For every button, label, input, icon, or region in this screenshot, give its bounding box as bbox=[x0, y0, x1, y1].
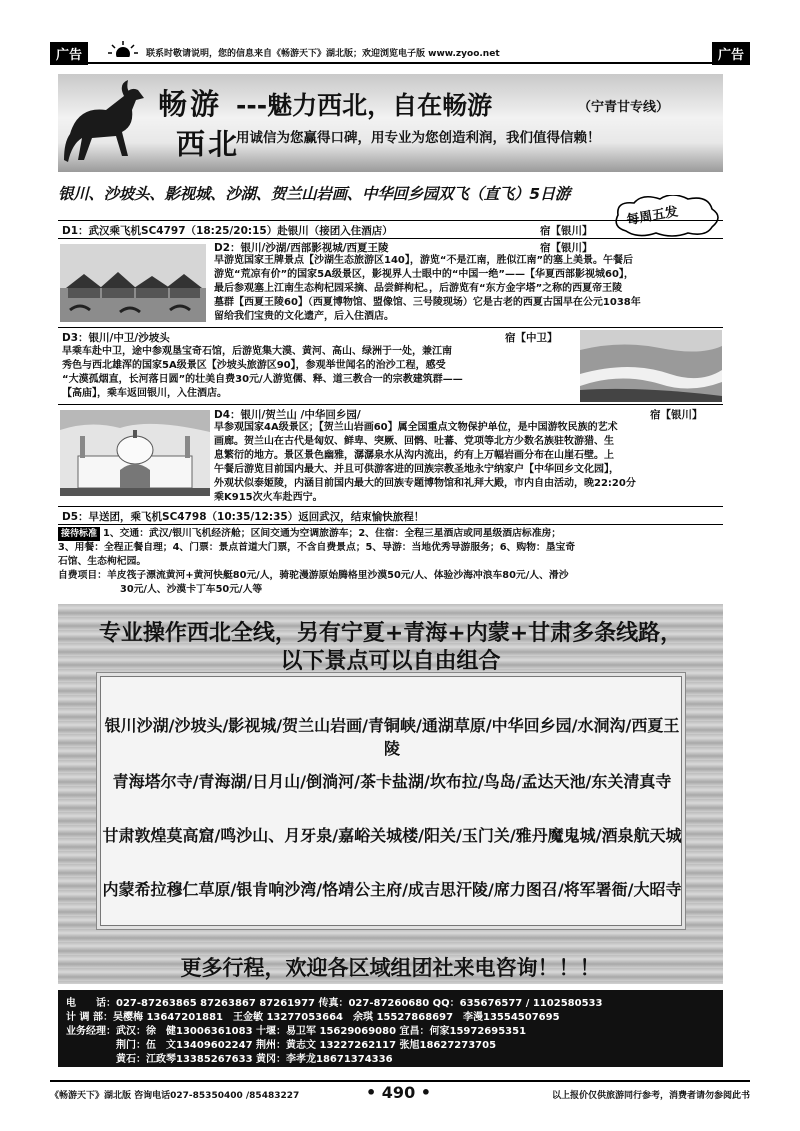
standard-badge: 接待标准 bbox=[58, 527, 100, 541]
mosque-photo bbox=[60, 410, 210, 496]
ad-tag-right: 广告 bbox=[712, 42, 750, 65]
day4-line: 息繁衍的地方。景区景色幽雅，潺潺泉水从沟内流出，约有上万幅岩画分布在山崖石壁。上 bbox=[214, 450, 614, 461]
title-banner bbox=[58, 74, 723, 172]
day2-stay: 宿【银川】 bbox=[540, 242, 593, 254]
divider bbox=[58, 524, 723, 525]
day3-stay: 宿【中卫】 bbox=[505, 332, 558, 344]
contact-panel bbox=[58, 990, 723, 1067]
attractions-ningxia: 银川沙湖/沙坡头/影视城/贺兰山岩画/青铜峡/通湖草原/中华回乡园/水洞沟/西夏王陵 bbox=[104, 716, 680, 758]
horse-icon bbox=[58, 76, 158, 170]
day3-line: 【高庙】，乘车返回银川，入住酒店。 bbox=[62, 388, 227, 399]
calligraphy-2: 西北 bbox=[176, 127, 241, 161]
attractions-gansu: 甘肃敦煌莫高窟/鸣沙山、月牙泉/嘉峪关城楼/阳关/玉门关/雅丹魔鬼城/酒泉航天城 bbox=[102, 826, 682, 845]
page-number: • 490 • bbox=[366, 1083, 431, 1102]
sun-logo-icon bbox=[106, 40, 140, 62]
notes-text: 1、交通：武汉/银川飞机经济舱；区间交通为空调旅游车；2、住宿：全程三星酒店或同星级酒店标准房； bbox=[103, 528, 562, 539]
day4-line: 画廊。贺兰山在古代是匈奴、鲜卑、突厥、回鹘、吐蕃、党项等北方少数名族驻牧游猎、生 bbox=[214, 436, 614, 447]
calligraphy-1: 畅游 bbox=[158, 87, 223, 121]
contact-planners: 计 调 部：吴樱梅 13647201881 王金敏 13277053664 余琪 15527868697 李漫13554507695 bbox=[66, 1012, 560, 1023]
day3-line: 早乘车赴中卫，途中参观垦宝奇石馆，后游览集大漠、黄河、高山、绿洲于一处，兼江南 bbox=[62, 346, 452, 357]
day3-heading: D3：银川/中卫/沙坡头 bbox=[62, 332, 170, 344]
day2-line: 早游览国家王牌景点【沙湖生态旅游区140】，游览“不是江南，胜似江南”的塞上美景。午餐后 bbox=[214, 255, 634, 266]
contact-managers: 黄石：江政琴13385267633 黄冈：李孝龙18671374336 bbox=[66, 1054, 393, 1065]
ad-tag-left: 广告 bbox=[50, 42, 88, 65]
contact-phone: 电 话：027-87263865 87263867 87261977 传真：027-87260680 QQ：635676577 / 1102580533 bbox=[66, 998, 603, 1009]
banner-slogan: 用诚信为您赢得口碑，用专业为您创造利润，我们值得信赖！ bbox=[236, 130, 601, 146]
board-heading-2: 以下景点可以自由组合 bbox=[280, 649, 501, 674]
divider bbox=[58, 506, 723, 507]
day4-line: 乘K915次火车赴西宁。 bbox=[214, 492, 323, 503]
day1-stay: 宿【银川】 bbox=[540, 225, 593, 237]
day4-line: 外观状似泰姬陵，内涵目前国内最大的回族专题博物馆和礼拜大殿，市内自由活动，晚22:20分 bbox=[214, 478, 636, 489]
service-notes bbox=[58, 527, 575, 597]
footer-publication: 《畅游天下》湖北版 咨询电话027-85350400 /85483227 bbox=[50, 1091, 300, 1101]
desert-camp-photo bbox=[60, 244, 206, 322]
day1-heading: D1：武汉乘飞机SC4797（18:25/20:15）赴银川（接团入住酒店） bbox=[62, 225, 393, 237]
notes-line: 自费项目：羊皮筏子漂流黄河+黄河快艇80元/人，骑驼漫游原始腾格里沙漠50元/人、体验沙海冲浪车80元/人、滑沙 bbox=[58, 570, 569, 581]
day2-line: 留给我们宝贵的文化遗产，后入住酒店。 bbox=[214, 311, 394, 322]
contact-managers: 业务经理：武汉：徐 健13006361083 十堰：易卫军 15629069080 宜昌：何家15972695351 bbox=[66, 1026, 527, 1037]
route-title: 银川、沙坡头、影视城、沙湖、贺兰山岩画、中华回乡园双飞（直飞）5日游 bbox=[58, 185, 571, 203]
banner-subtitle: （宁青甘专线） bbox=[578, 100, 670, 115]
banner-title: ---魅力西北，自在畅游 bbox=[236, 91, 493, 120]
yellow-river-photo bbox=[580, 330, 722, 402]
day2-line: 最后参观塞上江南生态枸杞园采摘、品尝鲜枸杞。，后游览有“东方金字塔”之称的西夏帝王陵 bbox=[214, 283, 623, 294]
notes-line-1 bbox=[58, 527, 575, 541]
day5-heading: D5：早送团，乘飞机SC4798（10:35/12:35）返回武汉，结束愉快旅程！ bbox=[62, 511, 425, 523]
board-heading-1: 专业操作西北全线，另有宁夏+青海+内蒙+甘肃多条线路， bbox=[98, 621, 683, 646]
weekly-departure: 每周五发 bbox=[625, 204, 680, 229]
contact-note: 联系时敬请说明，您的信息来自《畅游天下》湖北版；欢迎浏览电子版 www.zyoo.net bbox=[146, 49, 500, 59]
day2-line: 墓群【西夏王陵60】（西夏博物馆、盟像馆、三号陵现场）它是古老的西夏古国早在公元1038年 bbox=[214, 297, 641, 308]
attractions-board bbox=[58, 604, 723, 984]
day4-heading: D4：银川/贺兰山 /中华回乡园/ bbox=[214, 409, 361, 421]
top-bar bbox=[50, 40, 750, 64]
notes-line: 石馆、生态枸杞园。 bbox=[58, 556, 147, 567]
attractions-qinghai: 青海塔尔寺/青海湖/日月山/倒淌河/茶卡盐湖/坎布拉/鸟岛/孟达天池/东关清真寺 bbox=[112, 772, 672, 791]
day4-stay: 宿【银川】 bbox=[650, 409, 703, 421]
footer-disclaimer: 以上报价仅供旅游同行参考，消费者请勿参阅此书 bbox=[551, 1091, 750, 1101]
day3-line: 秀色与西北雄浑的国家5A级景区【沙坡头旅游区90】，参观举世闻名的治沙工程，感受 bbox=[62, 360, 446, 371]
divider bbox=[58, 327, 723, 328]
divider bbox=[58, 404, 723, 405]
contact-managers: 荆门：伍 文13409602247 荆州：黄志文 13227262117 张旭18627273705 bbox=[66, 1040, 497, 1051]
day2-line: 游览“荒凉有价”的国家5A级景区，影视界人士眼中的“中国一绝”——【华夏西部影视城60】， bbox=[214, 269, 634, 280]
notes-line: 30元/人、沙漠卡丁车50元/人等 bbox=[120, 584, 263, 595]
day2-heading: D2：银川/沙湖/西部影视城/西夏王陵 bbox=[214, 242, 389, 254]
notes-line: 3、用餐：全程正餐自理；4、门票：景点首道大门票，不含自费景点；5、导游：当地优秀导游服务；6、购物：垦宝奇 bbox=[58, 542, 576, 553]
day4-line: 早参观国家4A级景区；【贺兰山岩画60】属全国重点文物保护单位，是中国游牧民族的艺术 bbox=[214, 422, 618, 433]
day4-line: 午餐后游览目前国内最大、并且可供游客进的回族宗教圣地永宁纳家户【中华回乡文化园】， bbox=[214, 464, 619, 475]
attractions-inner-mongolia: 内蒙希拉穆仁草原/银肯响沙湾/恪靖公主府/成吉思汗陵/席力图召/将军署衙/大昭寺 bbox=[102, 880, 682, 899]
page-footer bbox=[50, 1080, 750, 1102]
attractions-scroll bbox=[100, 676, 682, 926]
day3-line: “大漠孤烟直，长河落日圆”的壮美自费30元/人游览儒、释、道三教合一的宗教建筑群—— bbox=[62, 374, 463, 385]
divider bbox=[58, 220, 723, 221]
divider bbox=[58, 238, 723, 239]
more-routes-callout: 更多行程，欢迎各区域组团社来电咨询！！！ bbox=[180, 956, 601, 980]
